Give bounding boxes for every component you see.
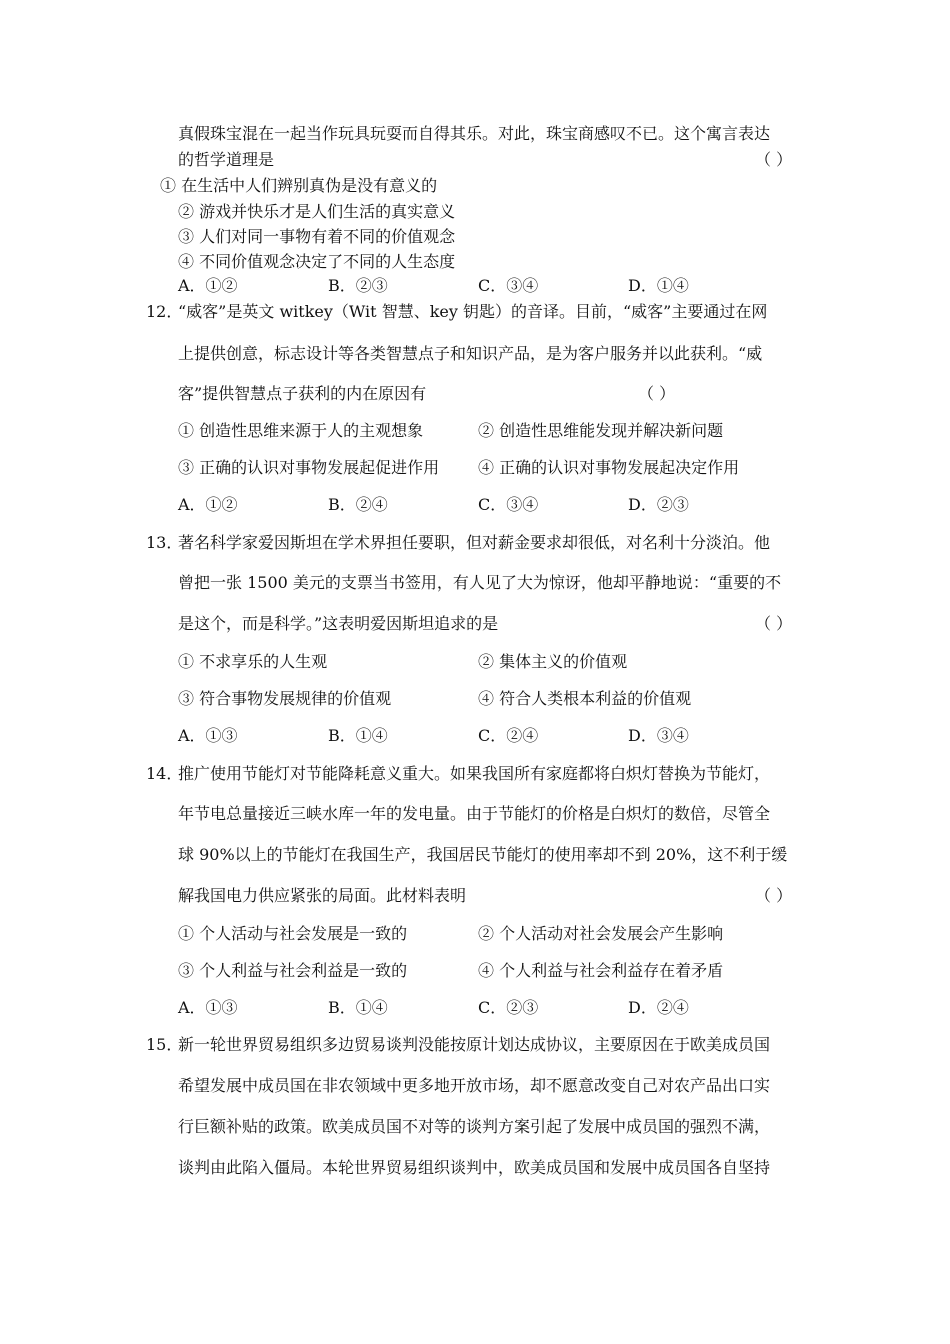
question-number: 15． [146, 1035, 183, 1054]
question-number: 14． [146, 764, 183, 783]
q12-text-line: 上提供创意，标志设计等各类智慧点子和知识产品，是为客户服务并以此获利。“威 [178, 344, 763, 363]
q15-text-line: 行巨额补贴的政策。欧美成员国不对等的谈判方案引起了发展中成员国的强烈不满， [178, 1117, 771, 1136]
option-item: ② 游戏并快乐才是人们生活的真实意义 [178, 202, 456, 221]
q15-text-line: 谈判由此陷入僵局。本轮世界贸易组织谈判中，欧美成员国和发展中成员国各自坚持 [178, 1158, 771, 1177]
choice-c: C．③④ [478, 276, 539, 295]
answer-paren: （ ） [638, 384, 676, 403]
choice-b: B．②④ [328, 495, 388, 514]
answer-paren: （ ） [755, 886, 793, 905]
option-item: ③ 符合事物发展规律的价值观 [178, 689, 392, 708]
option-item: ③ 正确的认识对事物发展起促进作用 [178, 458, 440, 477]
q14-text-line: 推广使用节能灯对节能降耗意义重大。如果我国所有家庭都将白炽灯替换为节能灯， [178, 764, 771, 783]
option-item: ① 个人活动与社会发展是一致的 [178, 924, 408, 943]
answer-paren: （ ） [755, 150, 793, 169]
choice-b: B．①④ [328, 998, 388, 1017]
option-item: ② 个人活动对社会发展会产生影响 [478, 924, 724, 943]
choice-b: B．②③ [328, 276, 388, 295]
option-item: ③ 人们对同一事物有着不同的价值观念 [178, 227, 456, 246]
choice-a: A．①② [178, 276, 238, 295]
option-item: ① 不求享乐的人生观 [178, 652, 328, 671]
q14-text-line: 解我国电力供应紧张的局面。此材料表明 [178, 886, 467, 905]
q13-text-line: 著名科学家爱因斯坦在学术界担任要职，但对薪金要求却很低，对名利十分淡泊。他 [178, 533, 771, 552]
choice-c: C．②④ [478, 726, 539, 745]
choice-c: C．③④ [478, 495, 539, 514]
option-item: ③ 个人利益与社会利益是一致的 [178, 961, 408, 980]
choice-d: D．①④ [628, 276, 689, 295]
choice-c: C．②③ [478, 998, 539, 1017]
option-item: ① 创造性思维来源于人的主观想象 [178, 421, 424, 440]
q15-text-line: 新一轮世界贸易组织多边贸易谈判没能按原计划达成协议，主要原因在于欧美成员国 [178, 1035, 771, 1054]
q14-text-line: 年节电总量接近三峡水库一年的发电量。由于节能灯的价格是白炽灯的数倍，尽管全 [178, 804, 771, 823]
q13-text-line: 曾把一张 1500 美元的支票当书签用，有人见了大为惊讶，他却平静地说：“重要的不 [178, 573, 782, 592]
q13-text-line: 是这个，而是科学。”这表明爱因斯坦追求的是 [178, 614, 499, 633]
option-item: ④ 符合人类根本利益的价值观 [478, 689, 692, 708]
choice-a: A．①② [178, 495, 238, 514]
answer-paren: （ ） [755, 614, 793, 633]
option-item: ④ 不同价值观念决定了不同的人生态度 [178, 252, 456, 271]
choice-d: D．②④ [628, 998, 689, 1017]
option-item: ① 在生活中人们辨别真伪是没有意义的 [160, 176, 438, 195]
choice-b: B．①④ [328, 726, 388, 745]
q15-text-line: 希望发展中成员国在非农领域中更多地开放市场，却不愿意改变自己对农产品出口实 [178, 1076, 771, 1095]
q11-text-line: 的哲学道理是 [178, 150, 275, 169]
q12-text-line: 客”提供智慧点子获利的内在原因有 [178, 384, 427, 403]
question-number: 13． [146, 533, 183, 552]
choice-d: D．②③ [628, 495, 689, 514]
q11-text-line: 真假珠宝混在一起当作玩具玩耍而自得其乐。对此，珠宝商感叹不已。这个寓言表达 [178, 124, 771, 143]
choice-a: A．①③ [178, 726, 238, 745]
choice-a: A．①③ [178, 998, 238, 1017]
q14-text-line: 球 90%以上的节能灯在我国生产，我国居民节能灯的使用率却不到 20%，这不利于缓 [178, 845, 788, 864]
option-item: ② 集体主义的价值观 [478, 652, 628, 671]
option-item: ② 创造性思维能发现并解决新问题 [478, 421, 724, 440]
q12-text-line: “威客”是英文 witkey（Wit 智慧、key 钥匙）的音译。目前，“威客”主要通过在网 [178, 302, 768, 321]
option-item: ④ 正确的认识对事物发展起决定作用 [478, 458, 740, 477]
option-item: ④ 个人利益与社会利益存在着矛盾 [478, 961, 724, 980]
choice-d: D．③④ [628, 726, 689, 745]
question-number: 12． [146, 302, 183, 321]
